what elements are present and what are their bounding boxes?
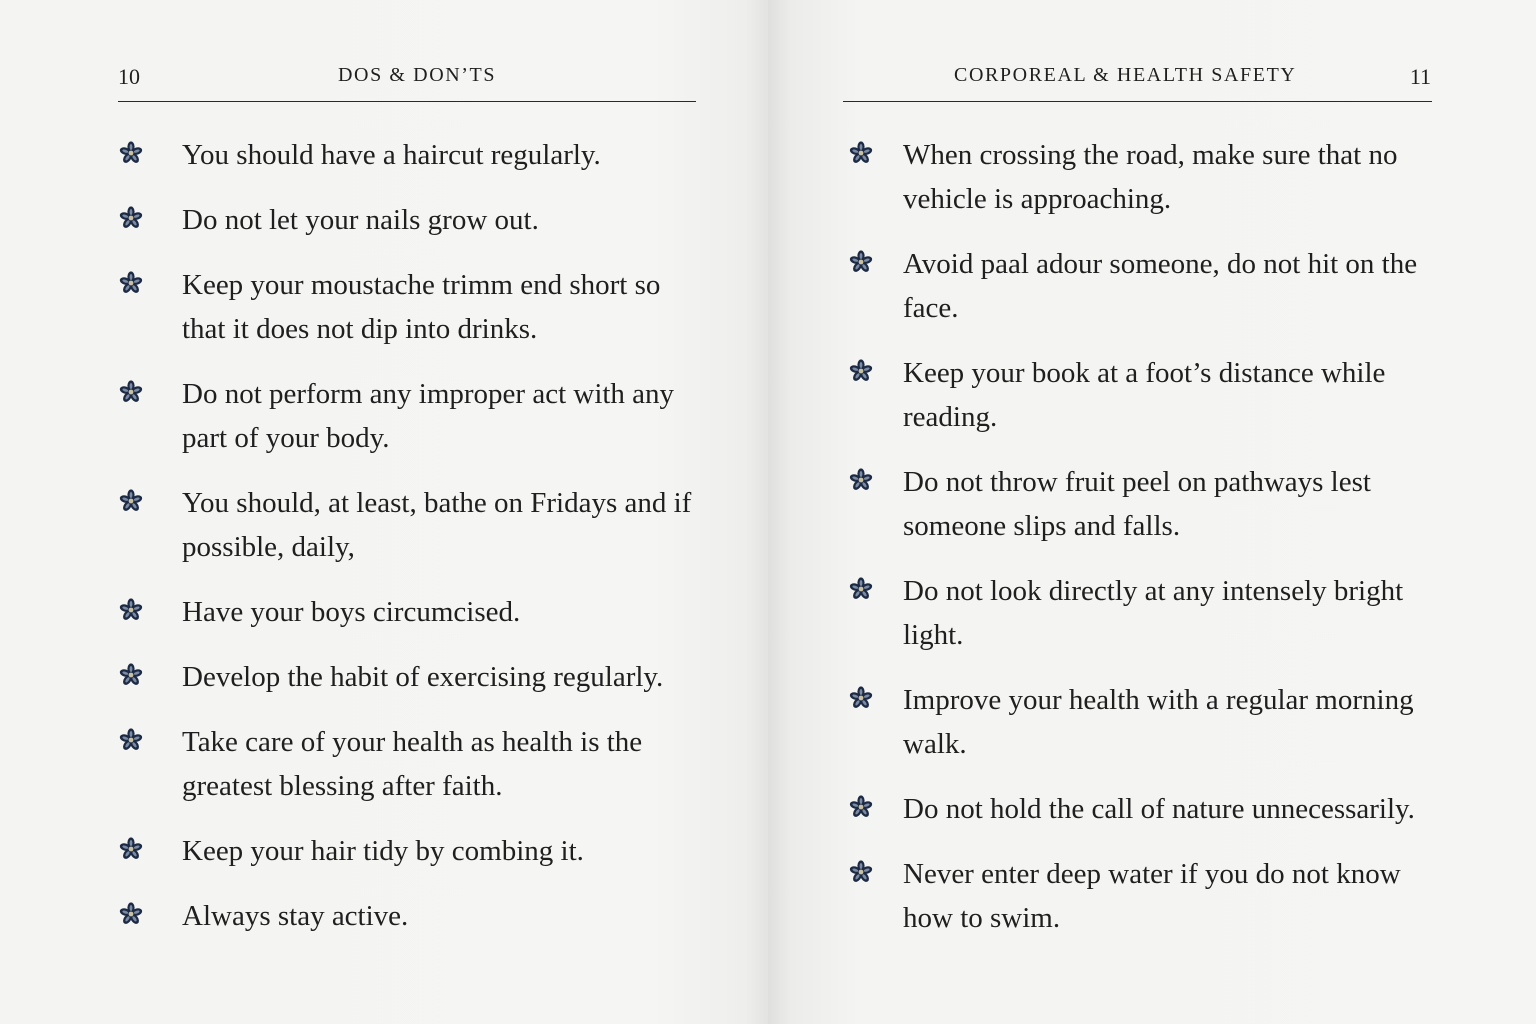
item-text: Do not hold the call of nature unnecessarily.: [903, 793, 1415, 825]
left-item-list: [118, 133, 698, 959]
flower-ornament-icon: [848, 249, 874, 275]
flower-ornament-icon: [118, 662, 144, 688]
list-item: [118, 894, 698, 938]
item-text: Do not let your nails grow out.: [182, 204, 539, 236]
right-item-list: [848, 133, 1448, 961]
flower-ornament-icon: [118, 597, 144, 623]
flower-ornament-icon: [118, 140, 144, 166]
right-page-number: 11: [1409, 64, 1431, 89]
list-item: [118, 372, 698, 460]
list-item: [848, 351, 1448, 439]
list-item: [118, 481, 698, 569]
right-header-rule: [843, 101, 1432, 102]
flower-ornament-icon: [848, 140, 874, 166]
list-item: [848, 787, 1448, 831]
list-item: [118, 829, 698, 873]
list-item: [848, 852, 1448, 940]
list-item: [118, 720, 698, 808]
list-item: [118, 655, 698, 699]
list-item: [118, 263, 698, 351]
list-item: [118, 133, 698, 177]
list-item: [118, 590, 698, 634]
flower-ornament-icon: [848, 576, 874, 602]
item-text: Keep your moustache trimm end short so that it does not dip into drinks.: [182, 269, 661, 345]
flower-ornament-icon: [848, 467, 874, 493]
flower-ornament-icon: [118, 836, 144, 862]
left-running-head: [118, 64, 696, 92]
item-text: Do not look directly at any intensely bright light.: [903, 575, 1404, 651]
list-item: [848, 460, 1448, 548]
item-text: Keep your hair tidy by combing it.: [182, 835, 584, 867]
list-item: [848, 569, 1448, 657]
left-running-title: DOS & DON’TS: [338, 64, 497, 86]
left-page-number: 10: [118, 64, 140, 89]
flower-ornament-icon: [848, 794, 874, 820]
flower-ornament-icon: [848, 358, 874, 384]
flower-ornament-icon: [848, 685, 874, 711]
flower-ornament-icon: [118, 727, 144, 753]
item-text: Do not throw fruit peel on pathways lest someone slips and falls.: [903, 466, 1371, 542]
item-text: You should, at least, bathe on Fridays and if possible, daily,: [182, 487, 692, 563]
item-text: Always stay active.: [182, 900, 409, 932]
item-text: Improve your health with a regular morning walk.: [903, 684, 1414, 760]
item-text: Do not perform any improper act with any part of your body.: [182, 378, 675, 454]
right-page: [768, 0, 1536, 1024]
item-text: You should have a haircut regularly.: [182, 139, 601, 171]
list-item: [848, 678, 1448, 766]
item-text: Take care of your health as health is the greatest blessing after faith.: [182, 726, 643, 802]
item-text: When crossing the road, make sure that no vehicle is approaching.: [903, 139, 1398, 215]
flower-ornament-icon: [118, 270, 144, 296]
item-text: Develop the habit of exercising regularly.: [182, 661, 664, 693]
right-running-title: CORPOREAL & HEALTH SAFETY: [954, 64, 1297, 86]
flower-ornament-icon: [118, 488, 144, 514]
flower-ornament-icon: [118, 205, 144, 231]
item-text: Never enter deep water if you do not know how to swim.: [903, 858, 1401, 934]
list-item: [118, 198, 698, 242]
flower-ornament-icon: [118, 379, 144, 405]
list-item: [848, 242, 1448, 330]
item-text: Keep your book at a foot’s distance while reading.: [903, 357, 1386, 433]
list-item: [848, 133, 1448, 221]
flower-ornament-icon: [118, 901, 144, 927]
right-running-head: [843, 64, 1431, 92]
item-text: Have your boys circumcised.: [182, 596, 521, 628]
left-header-rule: [118, 101, 696, 102]
item-text: Avoid paal adour someone, do not hit on the face.: [903, 248, 1418, 324]
flower-ornament-icon: [848, 859, 874, 885]
